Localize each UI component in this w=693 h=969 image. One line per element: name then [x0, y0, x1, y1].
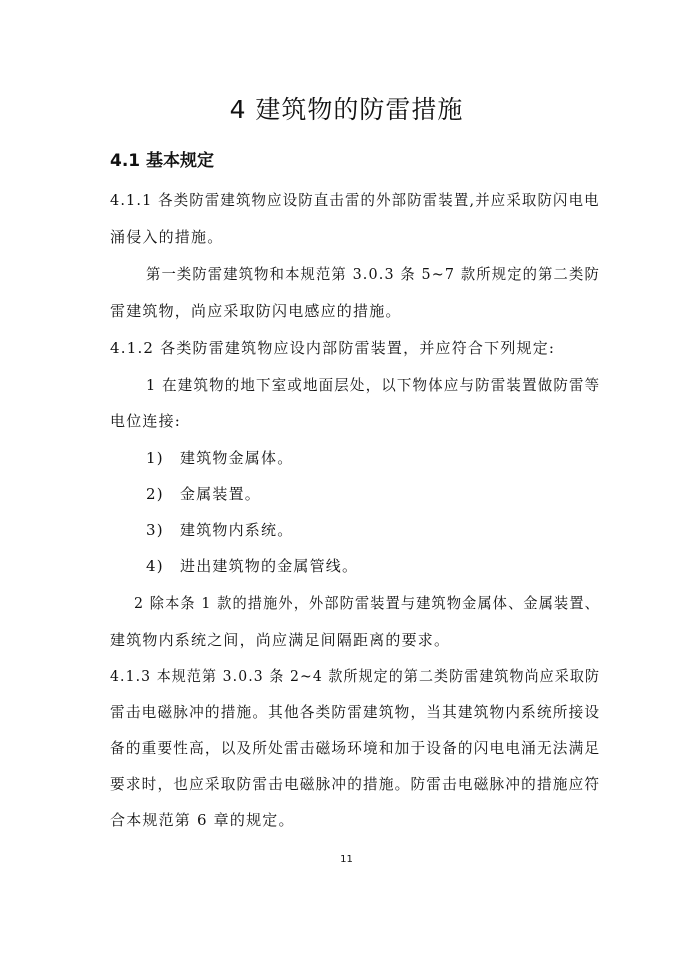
paragraph-line: 2 除本条 1 款的措施外，外部防雷装置与建筑物金属体、金属装置、	[134, 594, 600, 612]
paragraph-line: 备的重要性高，以及所处雷击磁场环境和加于设备的闪电电涌无法满足	[110, 739, 601, 757]
list-item: 2) 金属装置。	[146, 485, 261, 503]
list-item: 3) 建筑物内系统。	[146, 521, 294, 539]
paragraph-line: 4.1.1 各类防雷建筑物应设防直击雷的外部防雷装置,并应采取防闪电电	[110, 191, 600, 209]
paragraph-line: 雷击电磁脉冲的措施。其他各类防雷建筑物，当其建筑物内系统所接设	[110, 703, 601, 721]
paragraph-line: 4.1.3 本规范第 3.0.3 条 2~4 款所规定的第二类防雷建筑物尚应采取防	[110, 667, 601, 685]
paragraph-line: 涌侵入的措施。	[110, 228, 224, 246]
paragraph-line: 4.1.2 各类防雷建筑物应设内部防雷装置，并应符合下列规定:	[110, 339, 556, 357]
paragraph-line: 要求时，也应采取防雷击电磁脉冲的措施。防雷击电磁脉冲的措施应符	[110, 775, 601, 793]
section-heading: 4.1 基本规定	[110, 151, 215, 171]
paragraph-line: 1 在建筑物的地下室或地面层处，以下物体应与防雷装置做防雷等	[146, 376, 601, 394]
paragraph-line: 电位连接:	[110, 412, 182, 430]
chapter-title: 4 建筑物的防雷措施	[229, 95, 464, 124]
list-item: 4) 进出建筑物的金属管线。	[146, 557, 359, 575]
paragraph-line: 第一类防雷建筑物和本规范第 3.0.3 条 5~7 款所规定的第二类防	[146, 265, 600, 283]
page-number: 11	[340, 854, 353, 865]
paragraph-line: 建筑物内系统之间，尚应满足间隔距离的要求。	[110, 631, 451, 649]
paragraph-line: 雷建筑物，尚应采取防闪电感应的措施。	[110, 302, 402, 320]
list-item: 1) 建筑物金属体。	[146, 449, 294, 467]
paragraph-line: 合本规范第 6 章的规定。	[110, 811, 295, 829]
